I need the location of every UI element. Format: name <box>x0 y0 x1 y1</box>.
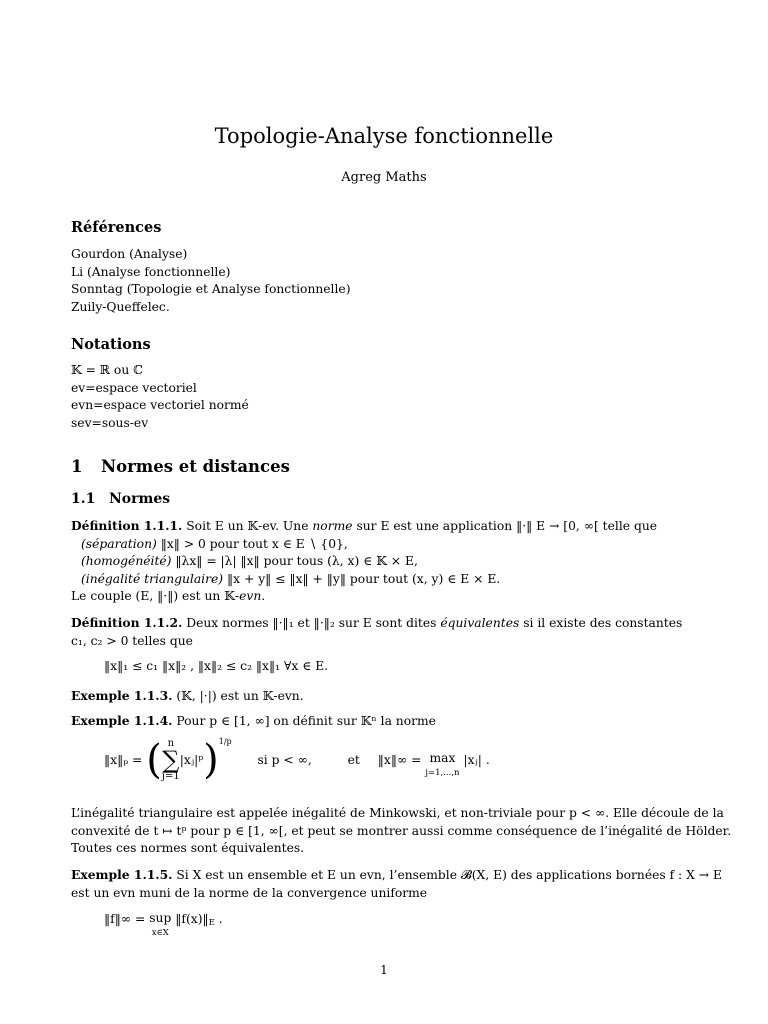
axiom-text: ‖x + y‖ ≤ ‖x‖ + ‖y‖ pour tout (x, y) ∈ E × E. <box>223 571 501 586</box>
paragraph-line: convexité de t ↦ tᵖ pour p ∈ [1, ∞[, et peut se montrer aussi comme conséquence de l’inégalité de Hölder. <box>71 823 732 838</box>
definition-emphasis: équivalentes <box>440 616 520 630</box>
sum-term: |xⱼ|ᵖ <box>179 753 204 767</box>
minkowski-paragraph <box>71 805 732 858</box>
sup-norm-equation <box>104 912 223 940</box>
sup-term: ‖f(x)‖ <box>175 912 209 926</box>
axiom-text: ‖x‖ > 0 pour tout x ∈ E ∖ {0}, <box>156 536 348 551</box>
example-label: Exemple 1.1.4. <box>71 713 173 728</box>
summation <box>162 738 180 782</box>
equation-lhs: ‖x‖∞ = <box>377 753 422 767</box>
left-paren: ( <box>146 737 162 783</box>
example-1-1-3 <box>71 687 699 706</box>
right-paren: ) <box>203 737 219 783</box>
sup-index: x∈X <box>151 928 169 938</box>
definition-text: sur E est une application ‖·‖ E → [0, ∞[ telle que <box>352 519 658 533</box>
page-number: 1 <box>380 963 388 977</box>
example-label: Exemple 1.1.3. <box>71 688 173 703</box>
document-author: Agreg Maths <box>341 170 427 185</box>
sum-upper: n <box>167 738 175 749</box>
definition-label: Définition 1.1.2. <box>71 615 183 630</box>
definition-text: si il existe des constantes <box>519 616 683 630</box>
definition-text: Deux normes ‖·‖₁ et ‖·‖₂ sur E sont dites <box>182 616 441 630</box>
condition: si p < ∞, <box>257 753 312 767</box>
notation-item: 𝕂 = ℝ ou ℂ <box>71 363 143 377</box>
definition-text: Soit E un 𝕂-ev. Une <box>182 519 313 533</box>
definition-1-1-1 <box>71 517 699 606</box>
notations-heading: Notations <box>71 336 151 353</box>
equivalence-equation: ‖x‖₁ ≤ c₁ ‖x‖₂ , ‖x‖₂ ≤ c₂ ‖x‖₁ ∀x ∈ E. <box>104 659 329 673</box>
notations-list <box>71 362 249 432</box>
section-title: Normes et distances <box>101 457 290 476</box>
equation-end: . <box>214 912 223 926</box>
equation-lhs: ‖f‖∞ = <box>104 912 146 926</box>
notation-item: evn=espace vectoriel normé <box>71 398 249 413</box>
example-label: Exemple 1.1.5. <box>71 867 173 882</box>
sup-operator <box>149 912 171 940</box>
exponent: 1/p <box>218 737 232 747</box>
max-term: |xⱼ| . <box>463 753 490 767</box>
example-text: Pour p ∈ [1, ∞] on définit sur 𝕂ⁿ la norme <box>172 714 436 728</box>
example-text: (𝕂, |·|) est un 𝕂-evn. <box>172 689 304 703</box>
paragraph-line: L’inégalité triangulaire est appelée inégalité de Minkowski, et non-triviale pour p < ∞. Elle découle de la <box>71 806 724 820</box>
references-list <box>71 246 351 316</box>
example-text: Si X est un ensemble et E un evn, l’ensemble 𝓑(X, E) des applications bornées f : X → E <box>172 868 722 882</box>
notation-item: ev=espace vectoriel <box>71 380 197 395</box>
sup-term-subscript: E <box>208 918 215 928</box>
axiom-label: (séparation) <box>81 536 157 551</box>
paragraph-line: Toutes ces normes sont équivalentes. <box>71 841 305 855</box>
sup-symbol: sup <box>149 911 172 925</box>
section-number: 1 <box>71 457 83 476</box>
sigma-symbol: ∑ <box>162 746 180 774</box>
p-norm-equation <box>104 738 490 796</box>
subsection-number: 1.1 <box>71 491 96 507</box>
definition-text: . <box>261 589 266 603</box>
sum-lower: j=1 <box>161 771 180 782</box>
reference-item: Sonntag (Topologie et Analyse fonctionnelle) <box>71 282 351 297</box>
section-heading <box>71 457 290 476</box>
axiom-label: (inégalité triangulaire) <box>81 571 224 586</box>
example-text: est un evn muni de la norme de la convergence uniforme <box>71 885 428 900</box>
max-symbol: max <box>429 750 456 765</box>
reference-item: Li (Analyse fonctionnelle) <box>71 264 231 279</box>
axiom-label: (homogénéité) <box>81 554 172 568</box>
definition-text: Le couple (E, ‖·‖) est un 𝕂- <box>71 589 240 603</box>
max-operator <box>425 741 459 780</box>
max-index: j=1,...,n <box>425 767 460 778</box>
definition-text: c₁, c₂ > 0 telles que <box>71 633 193 648</box>
references-heading: Références <box>71 219 162 236</box>
subsection-title: Normes <box>109 491 171 507</box>
subsection-heading <box>71 491 170 507</box>
reference-item: Zuily-Queffelec. <box>71 299 170 314</box>
axiom-text: ‖λx‖ = |λ| ‖x‖ pour tous (λ, x) ∈ 𝕂 × E, <box>171 554 418 568</box>
conjunction: et <box>347 753 360 767</box>
definition-emphasis: norme <box>312 519 353 533</box>
reference-item: Gourdon (Analyse) <box>71 247 188 261</box>
definition-emphasis: evn <box>239 589 262 603</box>
definition-1-1-2 <box>71 614 699 650</box>
example-1-1-5 <box>71 866 722 902</box>
example-1-1-4 <box>71 712 699 731</box>
definition-label: Définition 1.1.1. <box>71 518 183 533</box>
notation-item: sev=sous-ev <box>71 415 149 430</box>
document-title: Topologie-Analyse fonctionnelle <box>214 124 554 148</box>
equation-lhs: ‖x‖ₚ = <box>104 753 143 767</box>
